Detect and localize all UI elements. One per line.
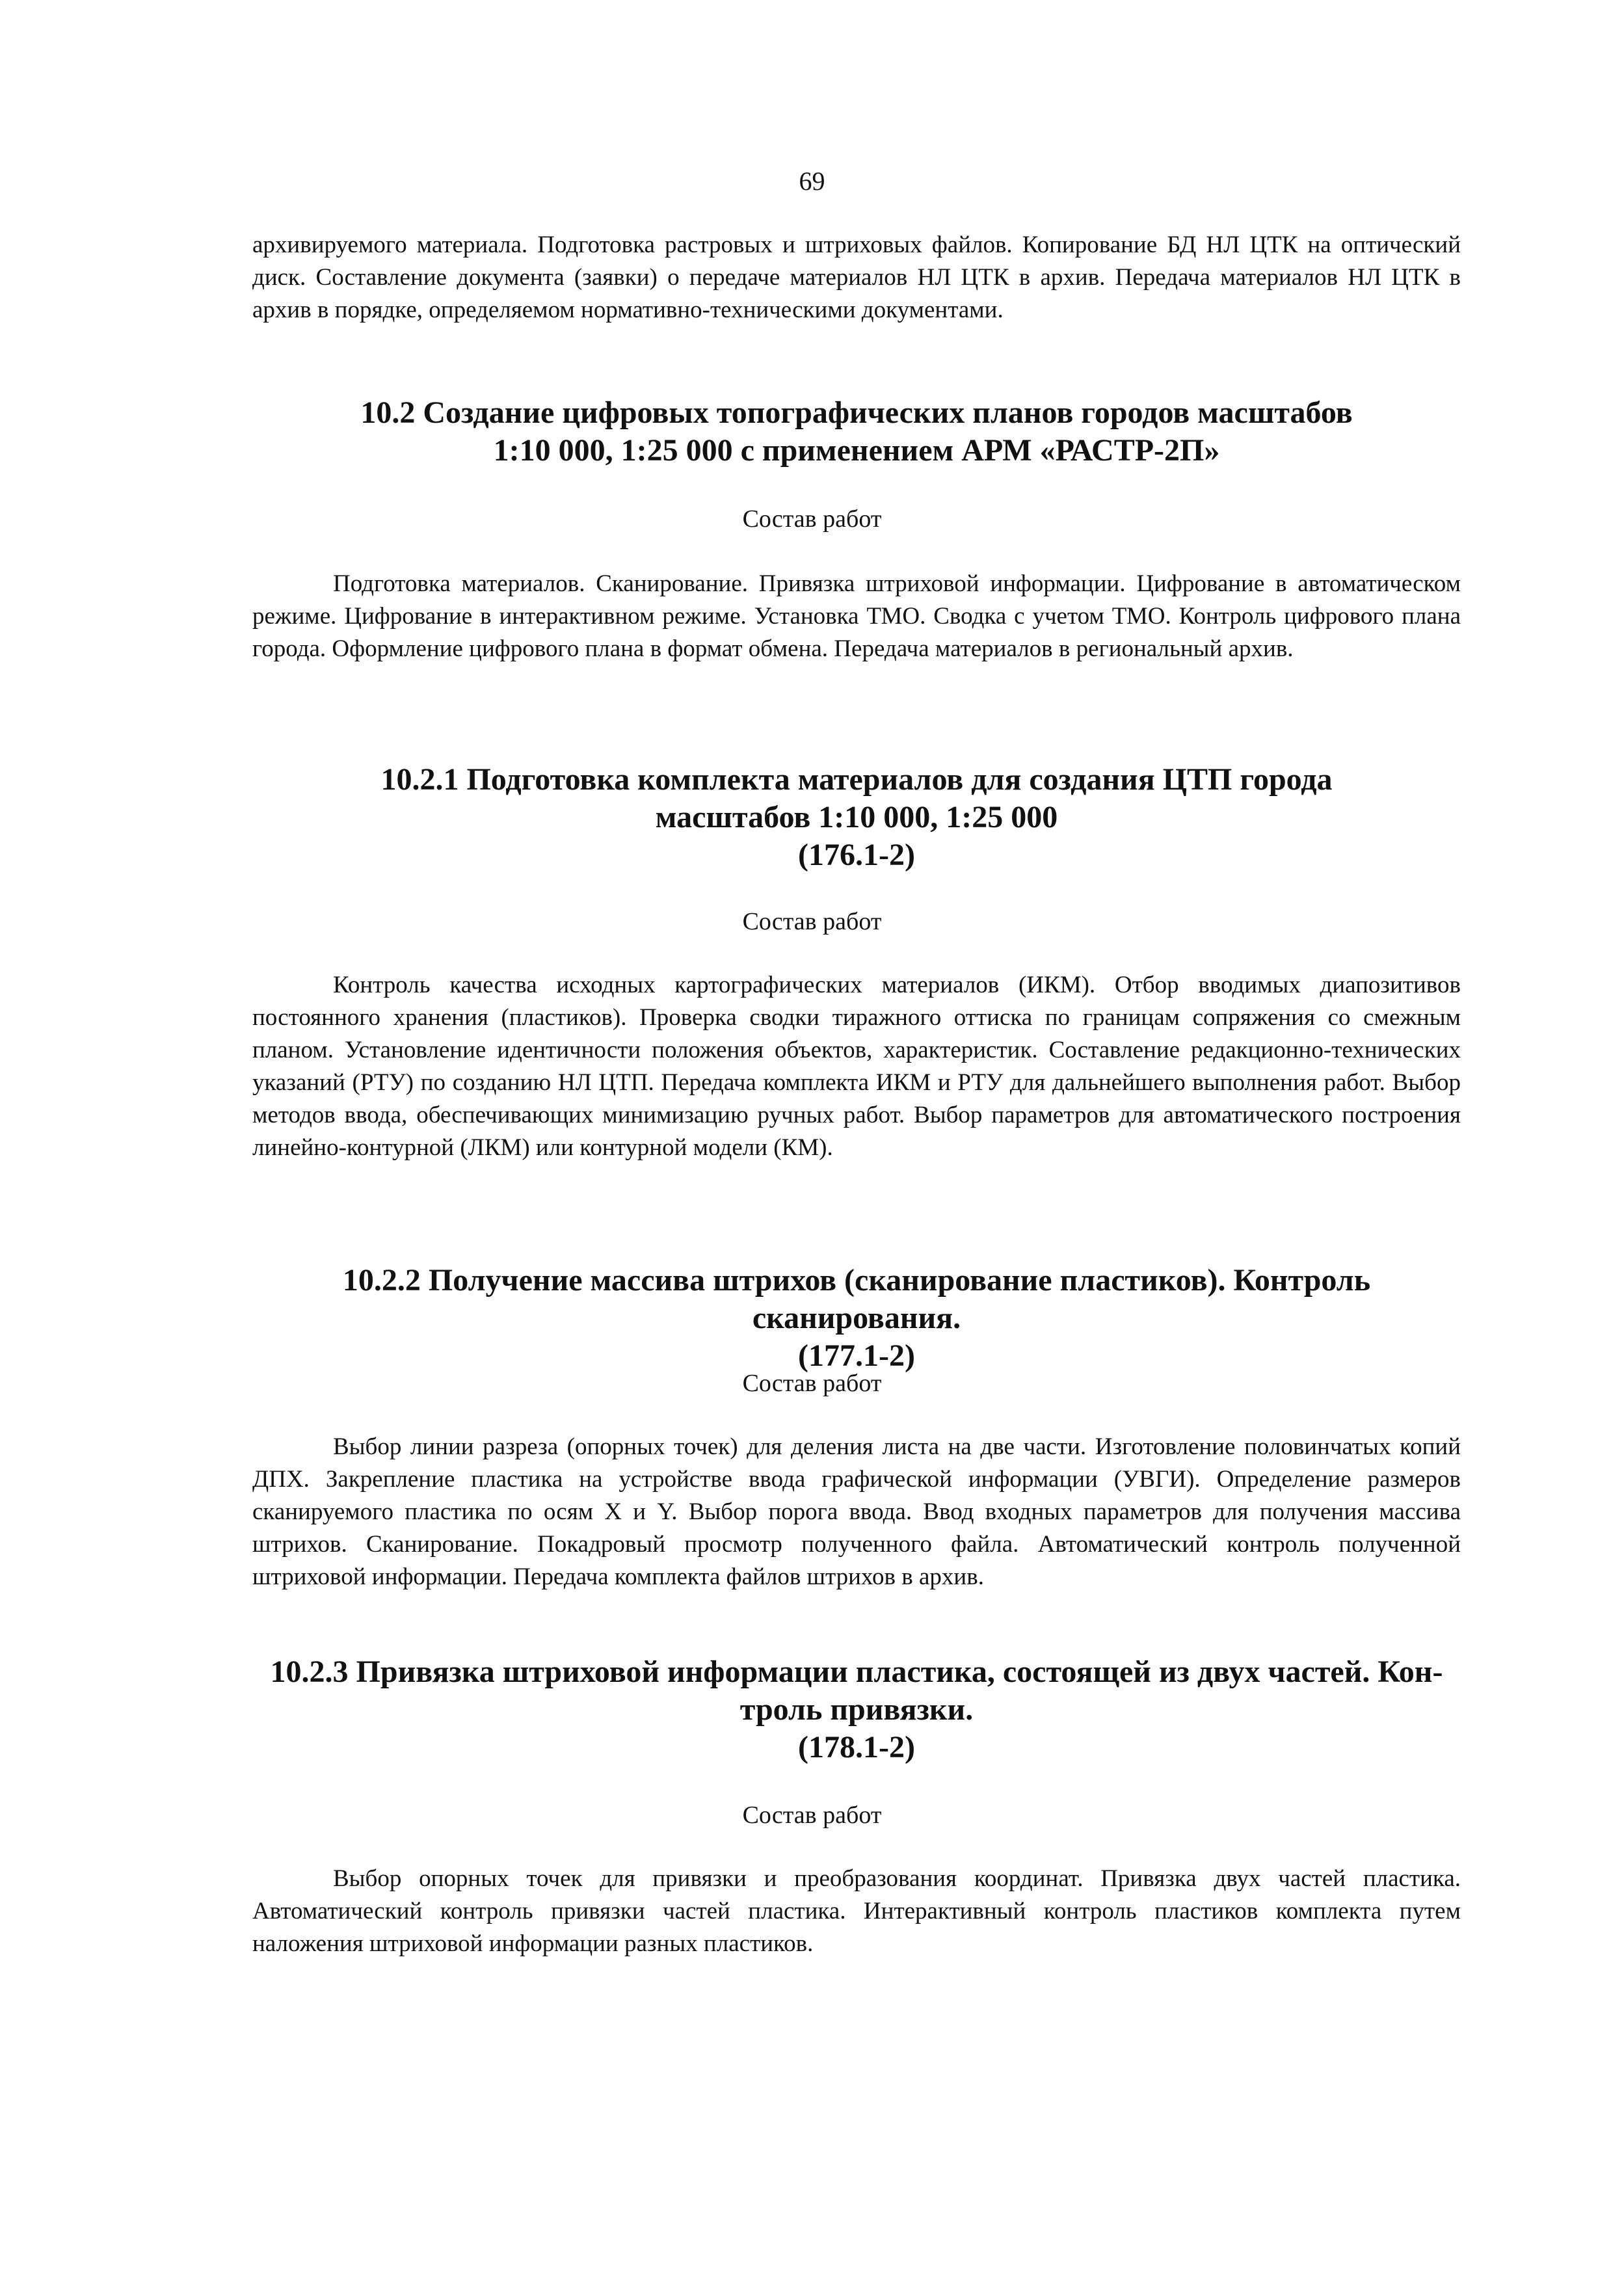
heading-line: 10.2.1 Подготовка комплекта материалов для создания ЦТП города <box>380 762 1333 797</box>
heading-line: (178.1-2) <box>798 1730 915 1764</box>
section-subheading: Состав работ <box>742 1802 882 1829</box>
section-subheading: Состав работ <box>742 1370 882 1397</box>
heading-line: (177.1-2) <box>798 1338 915 1373</box>
section-heading-10-2-2 <box>252 1262 1461 1375</box>
heading-line: 10.2 Создание цифровых топографических планов городов масштабов <box>360 395 1353 430</box>
section-body-10-2-1: Контроль качества исходных картографических материалов (ИКМ). Отбор вводимых диапозитивов постоянного хранения (пластиков). Проверка сводки тиражного оттиска по границам сопряжения со смежным планом. Установление идентичности положения объектов, характеристик. Составление редакционно-технических указаний (РТУ) по созданию НЛ ЦТП. Передача комплекта ИКМ и РТУ для дальнейшего выполнения работ. Выбор методов ввода, обеспечивающих минимизацию ручных работ. Выбор параметров для автоматического построения линейно-контурной (ЛКМ) или контурной модели (КМ). <box>252 972 1461 1161</box>
heading-line: (176.1-2) <box>798 838 915 872</box>
section-body-10-2: Подготовка материалов. Сканирование. Привязка штриховой информации. Цифрование в автоматическом режиме. Цифрование в интерактивном режиме. Установка ТМО. Сводка с учетом ТМО. Контроль цифрового плана города. Оформление цифрового плана в формат обмена. Передача материалов в региональный архив. <box>252 570 1461 662</box>
section-heading-10-2-3 <box>252 1653 1461 1766</box>
heading-line: 10.2.2 Получение массива штрихов (сканирование пластиков). Контроль сканирования. <box>342 1263 1371 1335</box>
section-heading-10-2 <box>252 394 1461 470</box>
heading-line: масштабов 1:10 000, 1:25 000 <box>655 800 1058 834</box>
heading-line: троль привязки. <box>739 1692 974 1727</box>
heading-line: 1:10 000, 1:25 000 с применением АРМ «РАСТР-2П» <box>493 433 1220 468</box>
section-body-10-2-3: Выбор опорных точек для привязки и преобразования координат. Привязка двух частей пластика. Автоматический контроль привязки частей пластика. Интерактивный контроль пластиков комплекта путем наложения штриховой информации разных пластиков. <box>252 1865 1461 1957</box>
page-number: 69 <box>799 166 825 196</box>
intro-paragraph: архивируемого материала. Подготовка растровых и штриховых файлов. Копирование БД НЛ ЦТК на оптический диск. Составление документа (заявки) о передаче материалов НЛ ЦТК в архив. Передача материалов НЛ ЦТК в архив в порядке, определяемом нормативно-техническими документами. <box>252 232 1461 323</box>
section-subheading: Состав работ <box>742 505 882 533</box>
heading-line: 10.2.3 Привязка штриховой информации пластика, состоящей из двух частей. Кон- <box>270 1655 1443 1689</box>
section-body-10-2-2: Выбор линии разреза (опорных точек) для деления листа на две части. Изготовление половинчатых копий ДПХ. Закрепление пластика на устройстве ввода графической информации (УВГИ). Определение размеров сканируемого пластика по осям X и Y. Выбор порога ввода. Ввод входных параметров для получения массива штрихов. Сканирование. Покадровый просмотр полученного файла. Автоматический контроль полученной штриховой информации. Передача комплекта файлов штрихов в архив. <box>252 1433 1461 1590</box>
section-heading-10-2-1 <box>252 761 1461 874</box>
section-subheading: Состав работ <box>742 908 882 935</box>
